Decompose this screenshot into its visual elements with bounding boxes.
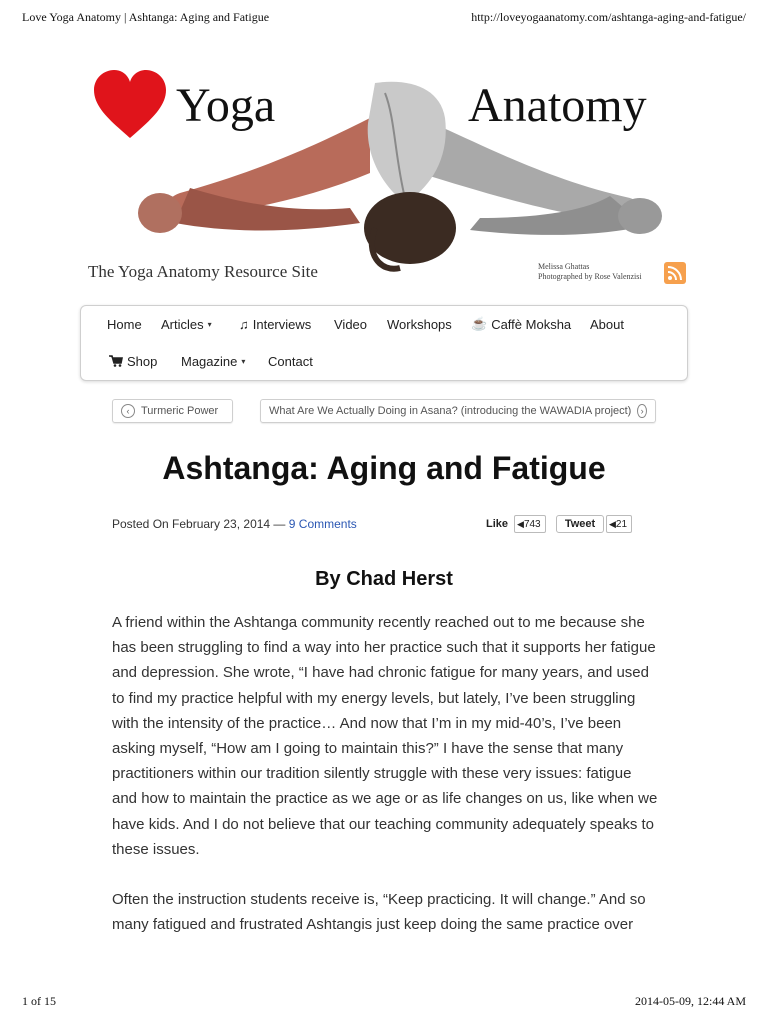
nav-item-about[interactable] (590, 317, 624, 332)
print-page-title: Love Yoga Anatomy | Ashtanga: Aging and Fatigue (22, 10, 270, 24)
like-count: 743 (523, 518, 541, 530)
print-datetime: 2014-05-09, 12:44 AM (635, 994, 746, 1008)
nav-label: Caffè Moksha (491, 316, 572, 332)
like-label: Like (486, 518, 509, 530)
credit-photographer: Photographed by Rose Valenzisi (538, 272, 642, 281)
nav-label: Magazine (181, 353, 238, 369)
print-page-url: http://loveyogaanatomy.com/ashtanga-aging-and-fatigue/ (471, 10, 746, 24)
count-pointer-icon: ◀ (609, 518, 616, 529)
brand-anatomy-text: Anatomy (468, 79, 647, 132)
article-paragraph: Often the instruction students receive is, “Keep practicing. It will change.” And so many fatigued and frustrated Ashtangis just keep doing the same practice over (112, 891, 646, 934)
chevron-left-icon: ‹ (121, 404, 135, 418)
next-post-title: What Are We Actually Doing in Asana? (introducing the WAWADIA project) (269, 405, 632, 417)
nav-item-workshops[interactable] (387, 317, 452, 332)
nav-item-magazine[interactable] (181, 354, 245, 369)
chevron-right-icon: › (637, 404, 647, 418)
music-note-icon: ♫ (239, 316, 249, 332)
nav-item-caffe-moksha[interactable] (471, 316, 571, 332)
main-navigation (80, 305, 688, 381)
nav-item-shop[interactable] (109, 354, 157, 369)
site-tagline: The Yoga Anatomy Resource Site (88, 262, 318, 281)
nav-label: About (590, 316, 624, 332)
nav-label: Contact (268, 353, 313, 369)
nav-label: Articles (161, 316, 204, 332)
article-paragraph: A friend within the Ashtanga community recently reached out to me because she has been struggling to find a way into her practice such that it supports her fatigue and depression. She wrote, “I have had chronic fatigue for many years, and used to find my practice helpful with my energy levels, but lately, I’ve been struggling with the intensity of the practice… And now that I’m in my mid-40’s, I’ve been asking myself, “How am I going to maintain this?” I have the sense that many practitioners within our tradition silently struggle with these very issues: fatigue and how to maintain the practice as we age or as life changes on us, like when we have kids. And I do not believe that our teaching community adequately speaks to these issues. (112, 614, 658, 858)
nav-label: Workshops (387, 316, 452, 332)
post-meta (112, 517, 357, 531)
tweet-button[interactable]: Tweet (556, 515, 604, 533)
facebook-like-widget[interactable] (486, 514, 546, 534)
next-post-link[interactable] (260, 399, 656, 423)
photo-credit (538, 262, 668, 282)
count-pointer-icon: ◀ (517, 518, 524, 529)
post-byline: By Chad Herst (315, 568, 453, 590)
nav-item-interviews[interactable] (239, 317, 311, 332)
credit-model: Melissa Ghattas (538, 262, 590, 271)
print-page-number: 1 of 15 (22, 994, 56, 1008)
post-date: Posted On February 23, 2014 — (112, 517, 286, 531)
twitter-tweet-widget[interactable] (556, 514, 632, 534)
brand-yoga-text: Yoga (176, 79, 276, 132)
site-banner[interactable] (80, 62, 690, 292)
comments-link[interactable]: 9 Comments (288, 517, 357, 531)
nav-label: Video (334, 316, 368, 332)
chevron-down-icon: ▾ (241, 356, 246, 366)
nav-label: Interviews (252, 316, 312, 332)
rss-feed-icon[interactable] (664, 262, 686, 284)
nav-item-video[interactable] (334, 317, 367, 332)
print-header (0, 0, 768, 30)
nav-item-contact[interactable] (268, 354, 313, 369)
nav-item-articles[interactable] (161, 317, 212, 332)
cart-icon (109, 355, 123, 367)
nav-label: Shop (127, 353, 158, 369)
post-title: Ashtanga: Aging and Fatigue (162, 450, 606, 486)
previous-post-title: Turmeric Power (141, 405, 219, 417)
nav-item-home[interactable] (107, 317, 142, 332)
article-body (112, 610, 658, 962)
tweet-count-box (606, 515, 632, 533)
print-footer (0, 994, 768, 1024)
like-count-box (514, 515, 546, 533)
tweet-count: 21 (615, 518, 628, 530)
coffee-cup-icon: ☕ (471, 316, 488, 331)
chevron-down-icon: ▾ (207, 319, 212, 329)
nav-label: Home (107, 316, 142, 332)
heart-logo-icon (92, 70, 168, 140)
previous-post-link[interactable] (112, 399, 233, 423)
